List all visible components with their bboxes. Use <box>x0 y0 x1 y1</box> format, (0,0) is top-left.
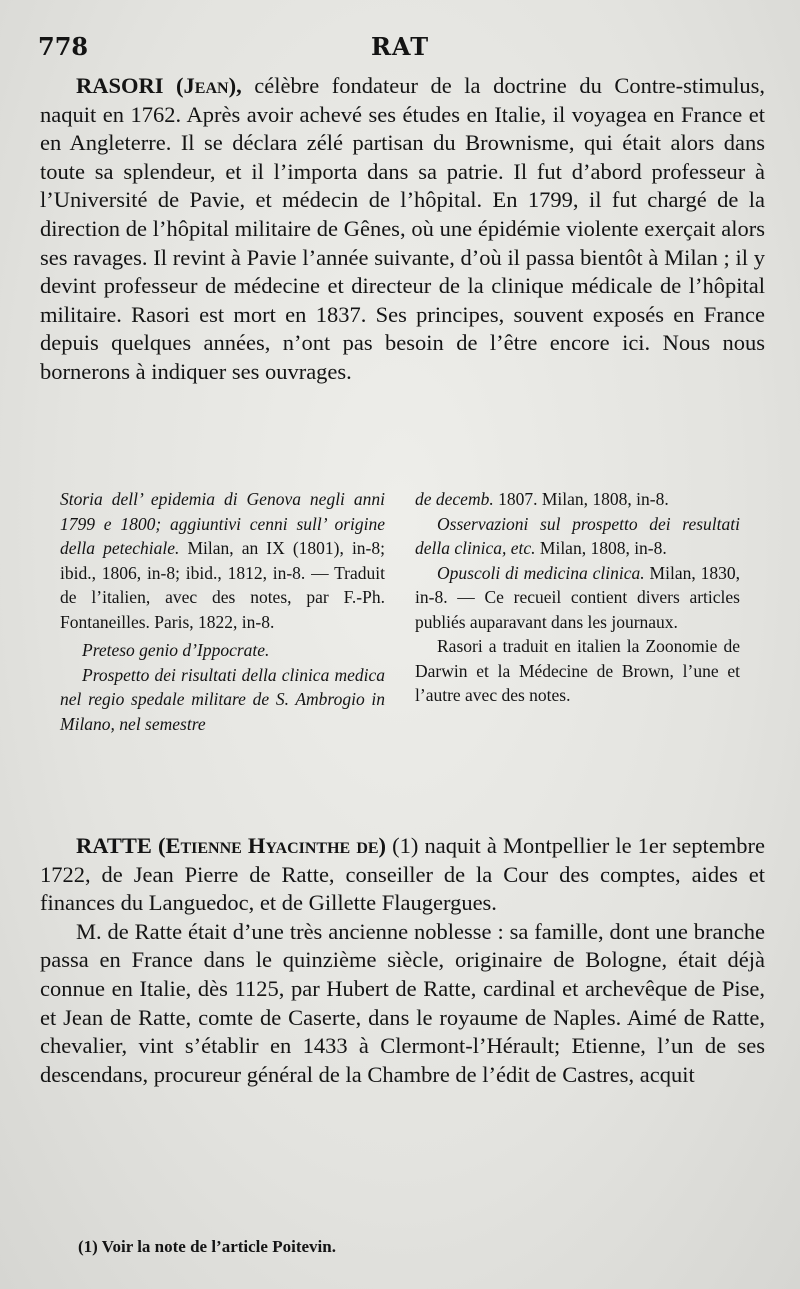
footnote: (1) Voir la note de l’article Poitevin. <box>78 1237 336 1256</box>
bib-title: Storia dell’ epidemia di Genova negli anni 1799 e 1800; aggiuntivi cenni sull’ origine della petechiale. <box>60 489 385 558</box>
bibliography-right-column <box>415 487 740 708</box>
ratte-second-paragraph: M. de Ratte était d’une très ancienne noblesse : sa famille, dont une branche passa en France dans le quinzième siècle, originaire de Bologne, était déjà connue en Italie, dès 1125, par Hubert de Ratte, cardinal et archevêque de Pise, et Jean de Ratte, comte de Caserte, dans le royaume de Naples. Aimé de Ratte, chevalier, vint s’établir en 1433 à Clermont-l’Hérault; Etienne, l’un de ses descendans, procureur général de la Chambre de l’édit de Castres, acquit <box>40 918 765 1087</box>
rasori-text: célèbre fondateur de la doctrine du Contre-stimulus, naquit en 1762. Après avoir achevé ses études en Italie, il voyagea en France et en Angleterre. Il se déclara zélé partisan du Brownisme, qui était alors dans toute sa splendeur, et il l’importa dans sa patrie. Il fut d’abord professeur à l’Université de Pavie, et médecin de l’hôpital. En 1799, il fut chargé de la direction de l’hôpital militaire de Gênes, où une épidémie violente exerçait alors ses ravages. Il revint à Pavie l’année suivante, d’où il passa bientôt à Milan ; il y devint professeur de médecine et directeur de la clinique médicale de l’hôpital militaire. Rasori est mort en 1837. Ses principes, souvent exposés en France depuis quelques années, n’ont pas besoin de l’être encore ici. Nous nous bornerons à indiquer ses ouvrages. <box>40 73 765 384</box>
bib-entry <box>60 663 385 737</box>
bib-note-text: Rasori a traduit en italien la Zoonomie de Darwin et la Médecine de Brown, l’une et l’autre avec des notes. <box>415 636 740 705</box>
bib-title: Opuscoli di medicina clinica. <box>437 562 645 583</box>
rasori-entry <box>40 72 765 387</box>
bib-title: Osservazioni sul prospetto dei resultati della clinica, etc. <box>415 513 740 558</box>
bib-title: Preteso genio d’Ippocrate. <box>82 640 270 660</box>
bib-note <box>415 634 740 708</box>
bib-entry <box>415 512 740 561</box>
bib-entry <box>60 487 385 634</box>
ratte-first-paragraph <box>40 832 765 918</box>
bib-title: de decemb. <box>415 489 494 509</box>
bib-entry <box>60 638 385 663</box>
bib-title: Prospetto dei risultati della clinica medica nel regio spedale militare de S. Ambrogio in Milano, nel semestre <box>60 664 385 734</box>
page-header <box>38 32 762 72</box>
ratte-name: RATTE (Etienne Hyacinthe de) <box>76 833 387 858</box>
rasori-name: RASORI (Jean), <box>76 73 242 98</box>
bibliography-left-column <box>60 487 385 736</box>
bib-entry <box>415 487 740 512</box>
bib-details: Milan, 1808, in-8. <box>535 538 667 558</box>
bib-details: Milan, 1830, in-8. — Ce recueil contient divers articles publiés auparavant dans les journaux. <box>415 562 740 632</box>
running-head: RAT <box>370 32 430 61</box>
bib-details: 1807. Milan, 1808, in-8. <box>493 489 669 509</box>
bib-entry <box>415 561 740 635</box>
bibliography <box>60 487 770 807</box>
footnote-ref: (1) <box>386 833 419 858</box>
rasori-paragraph <box>40 72 765 387</box>
page-number: 778 <box>38 32 89 61</box>
ratte-entry <box>40 832 765 1089</box>
bib-details: Milan, an IX (1801), in-8; ibid., 1806, in-8; ibid., 1812, in-8. — Traduit de l’italien, avec des notes, par F.-Ph. Fontaneilles. Paris, 1822, in-8. <box>60 538 385 632</box>
ratte-intro-text: naquit à Montpellier le 1er septembre 1722, de Jean Pierre de Ratte, conseiller de la Cour des comptes, aides et finances du Languedoc, et de Gillette Flaugergues. <box>40 833 765 916</box>
